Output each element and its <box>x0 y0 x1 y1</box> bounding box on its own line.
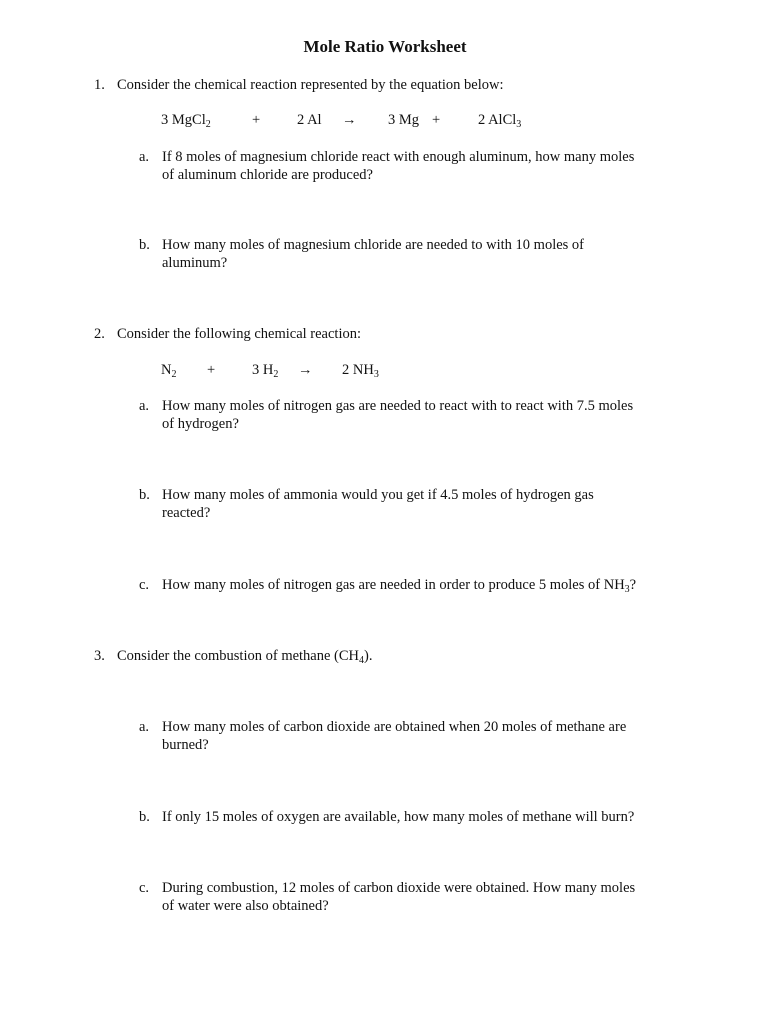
q2a-line2: of hydrogen? <box>162 416 239 432</box>
q2c-label: c. <box>139 577 150 593</box>
q1b-line2: aluminum? <box>162 255 228 271</box>
q1-number: 1. <box>94 77 105 93</box>
q2-number: 2. <box>94 326 105 342</box>
q3b-line1: If only 15 moles of oxygen are available, how many moles of methane will burn? <box>162 809 635 825</box>
q2b-line2: reacted? <box>162 505 211 521</box>
q3-prompt: Consider the combustion of methane $(CH_4)$. <box>117 648 373 666</box>
q2a-label: a. <box>139 398 150 414</box>
q3-number: 3. <box>94 648 105 664</box>
q2b-line1: How many moles of ammonia would you get if 4.5 moles of hydrogen gas <box>162 487 594 503</box>
q3c-line1: During combustion, 12 moles of carbon dioxide were obtained. How many moles <box>162 880 636 896</box>
q2-product-nh3: 2 $NH_3$ <box>342 362 379 380</box>
q1a-label: a. <box>139 149 150 165</box>
q3c-line2: of water were also obtained? <box>162 898 329 914</box>
q3a-label: a. <box>139 719 150 735</box>
page-title: Mole Ratio Worksheet <box>303 37 467 56</box>
q3c-label: c. <box>139 880 150 896</box>
q1-prompt: Consider the chemical reaction represented by the equation below: <box>117 77 504 93</box>
q2b-label: b. <box>139 487 150 503</box>
q2c-text: How many moles of nitrogen gas are needed in order to produce 5 moles of $NH_3$? <box>162 577 637 595</box>
q1b-label: b. <box>139 237 150 253</box>
q2-reactant-h2: 3 $H_2$ <box>252 362 279 380</box>
q1a-line1: If 8 moles of magnesium chloride react with enough aluminum, how many moles <box>162 149 635 165</box>
q1-product-alcl3: 2 AlCl$_3$ <box>478 112 522 130</box>
q3a-line1: How many moles of carbon dioxide are obtained when 20 moles of methane are <box>162 719 627 735</box>
q1-arrow: → <box>342 112 357 128</box>
q1-reactant-al: 2 Al <box>297 112 322 128</box>
q3a-line2: burned? <box>162 737 209 753</box>
q2-arrow: → <box>298 362 313 378</box>
q2-plus-1: + <box>207 362 216 378</box>
q1-plus-1: + <box>252 112 261 128</box>
q1b-line1: How many moles of magnesium chloride are needed to with 10 moles of <box>162 237 585 253</box>
q1-plus-2: + <box>432 112 441 128</box>
q3b-label: b. <box>139 809 150 825</box>
q1-reactant-mgcl2: 3 MgCl$_2$ <box>161 112 211 130</box>
q1a-line2: of aluminum chloride are produced? <box>162 167 373 183</box>
q2-prompt: Consider the following chemical reaction: <box>117 326 362 342</box>
q2a-line1: How many moles of nitrogen gas are needed to react with to react with 7.5 moles <box>162 398 634 414</box>
q2-reactant-n2: $N_2$ <box>161 362 177 380</box>
q1-product-mg: 3 Mg <box>388 112 420 128</box>
